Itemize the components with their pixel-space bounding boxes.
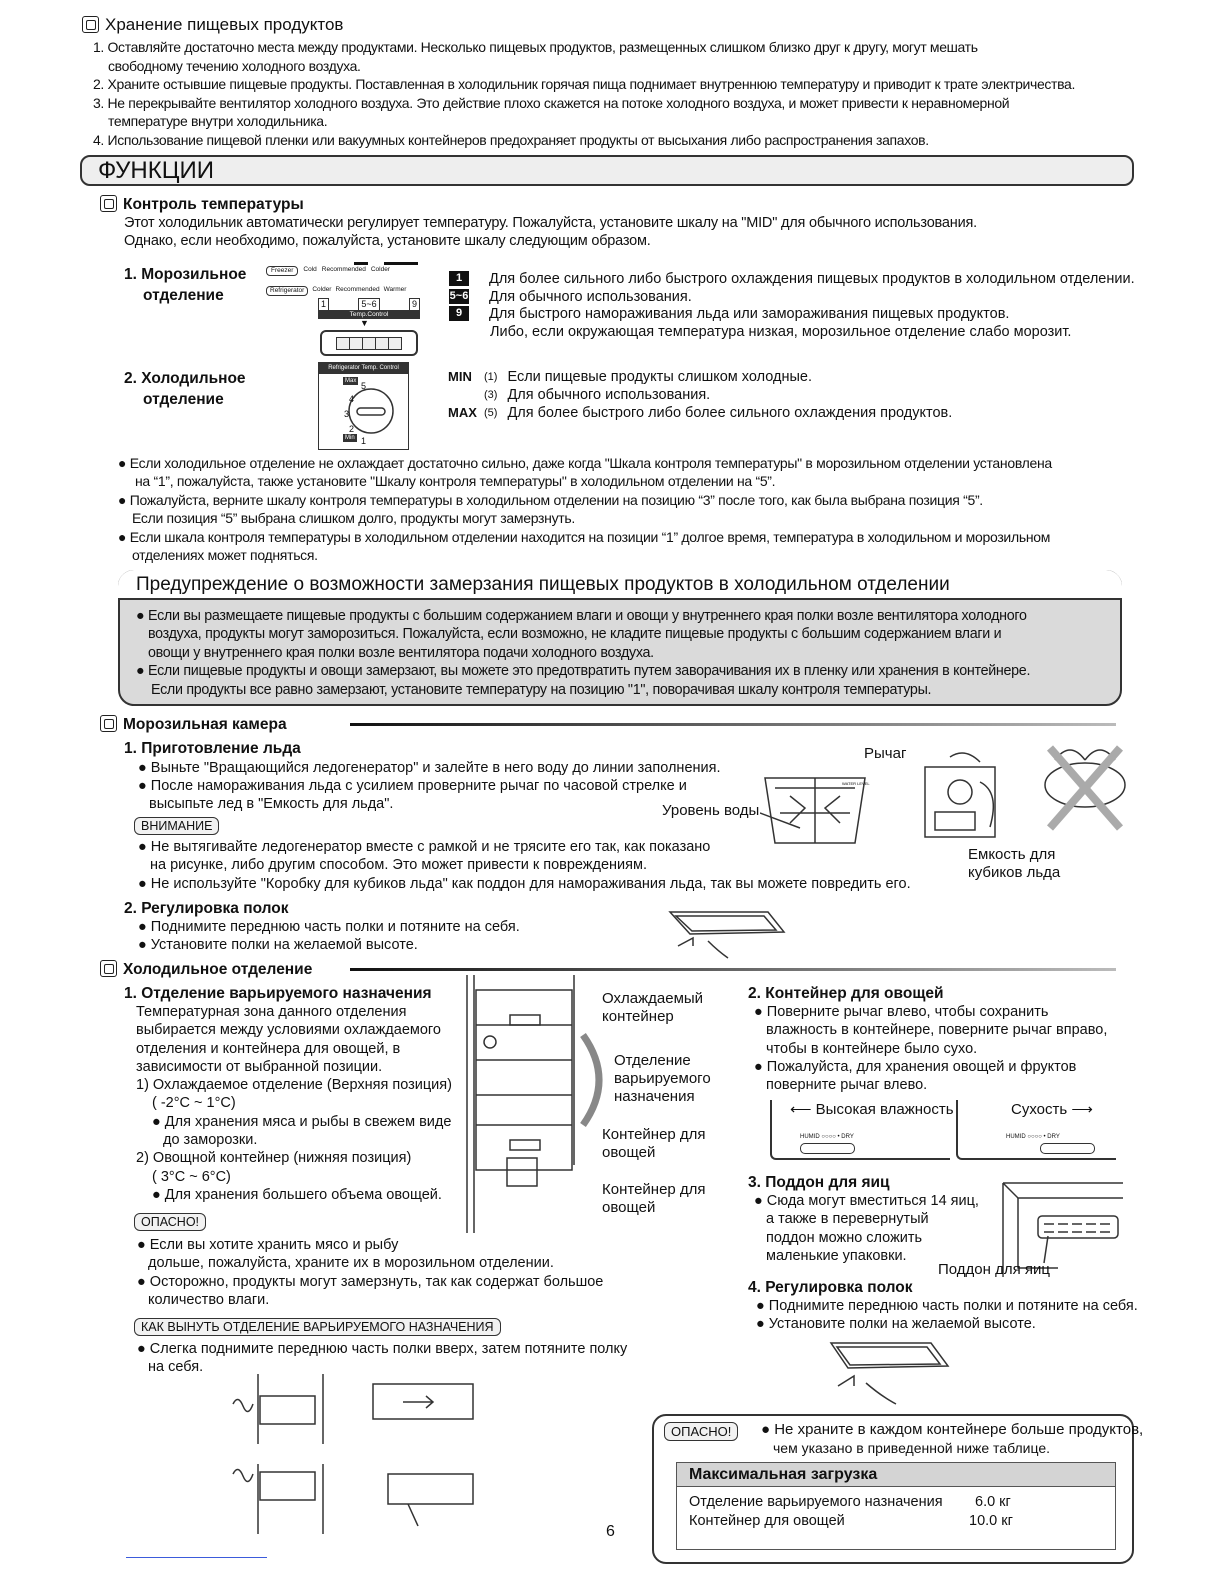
label-cooled-container: Охлаждаемый контейнер [602,990,704,1025]
freeze-warning-title: Предупреждение о возможности замерзания пищевых продуктов в холодильном отделении [118,570,1122,600]
storage-title: Хранение пищевых продуктов [105,15,344,34]
square-bullet-icon [82,16,99,33]
humidity-scale-left: HUMID ○○○○ • DRY [800,1134,854,1140]
high-humidity-label: ⟵ Высокая влажность [790,1101,954,1118]
humidity-slider-left[interactable] [800,1143,855,1154]
ice-tray-illustration [760,768,870,848]
water-level-mark: WATER LEVEL [842,781,870,786]
caution-badge: ВНИМАНИЕ [134,817,219,835]
no-shake-icon [1030,740,1140,832]
ice-instructions: ● Выньте "Вращающийся ледогенератор" и залейте в него воду до линии заполнения. ● После намораживания льда с усилием проверните рычаг по часовой стрелке и высыпьте лед в "Емкость для льда". [138,760,721,813]
list-item: 1. Оставляйте достаточно места между продуктами. Несколько пищевых продуктов, размещенных слишком близко друг к другу, могут мешать [93,39,978,55]
temp-notes: ● Если холодильное отделение не охлаждает достаточно сильно, даже когда "Шкала контроля температуры" в морозильном отделении установлена на “1”, пожалуйста, также установите "Шкалу контроля температуры" в холодильном отделении на “5”. ● Пожалуйста, верните шкалу контроля температуры в холодильном отделении на позицию “3” после того, как была выбрана позиция “5”. Если позиция “5” выбрана слишком долго, продукты могут замерзнуть. ● Если шкала контроля температуры в холодильном отделении находится на позиции “1” долгое время, температура в холодильном и морозильном отделениях может подняться. [118,455,1052,564]
table-header: Максимальная загрузка [677,1463,1115,1487]
veg-text: ● Поверните рычаг влево, чтобы сохранить влажность в контейнере, поверните рычаг вправо, чтобы в контейнере было сухо. ● Пожалуйста, для хранения овощей и фруктов поверните рычаг влево. [754,1004,1108,1094]
egg-tray-label: Поддон для яиц [938,1261,1050,1278]
temp-intro: Этот холодильник автоматически регулирует температуру. Пожалуйста, установите шкалу на "MID" для обычного использования. Однако, если необходимо, пожалуйста, установите шкалу следующим образом. [124,215,977,249]
square-bullet-icon [100,960,117,977]
dry-label: Сухость ⟶ [1011,1101,1093,1118]
max-load-table [676,1462,1116,1550]
howto-badge: КАК ВЫНУТЬ ОТДЕЛЕНИЕ ВАРЬИРУЕМОГО НАЗНАЧЕНИЯ [134,1318,501,1336]
ice-box-label: Емкость для кубиков льда [968,846,1061,881]
section-rule [350,968,1116,971]
freezer-shelf-heading: 2. Регулировка полок [124,900,289,917]
shelf-illustration [826,1338,954,1408]
freezer-control-panel: Freezer Cold Recommended Colder Refrigerator Colder Recommended Warmer 1 5~6 9 Temp.Control ▼ [266,262,421,358]
storage-list [93,38,1075,150]
table-row: Контейнер для овощей 10.0 кг [689,1513,1013,1529]
fridge-heading: Холодильное отделение [100,960,312,979]
list-item: 4. Использование пищевой пленки или вакуумных контейнеров предохраняет продукты от высыхания либо распространения запахов. [93,131,929,148]
caution-text: ● Не вытягивайте ледогенератор вместе с рамкой и не трясите его так, как показано на рисунке, либо другим способом. Это может привести к повреждениям. ● Не используйте "Коробку для кубиков льда" как поддон для намораживания льда, так вы можете повредить его. [138,839,911,892]
water-level-label: Уровень воды [662,802,760,819]
label-multi-compartment: Отделение варьируемого назначения [614,1052,711,1105]
functions-banner: ФУНКЦИИ [80,155,1134,186]
howto-text: ● Слегка поднимите переднюю часть полки вверх, затем потяните полку на себя. [137,1341,628,1376]
label-veg-container-1: Контейнер для овощей [602,1126,706,1161]
footer-line [126,1557,267,1558]
square-bullet-icon [100,715,117,732]
danger-badge: ОПАСНО! [134,1213,206,1231]
fridge-settings: MIN (1) Если пищевые продукты слишком холодные. (3) Для обычного использования. MAX (5) Для более быстрого либо более сильного охлаждения продуктов. [448,369,953,421]
label-veg-container-2: Контейнер для овощей [602,1181,706,1216]
veg-heading: 2. Контейнер для овощей [748,985,944,1002]
temp-heading: Контроль температуры [100,195,304,214]
freezer-dial-window[interactable] [320,330,418,356]
ice-heading: 1. Приготовление льда [124,740,301,757]
humidity-slider-right[interactable] [1040,1143,1095,1154]
fridge-shelf-heading: 4. Регулировка полок [748,1279,913,1296]
multi-text: Температурная зона данного отделения выбирается между условиями охлаждаемого отделения и контейнера для овощей, в зависимости от выбранной позиции. 1) Охлаждаемое отделение (Верхняя позиция) ( -2°C ~ 1°C) ● Для хранения мяса и рыбы в свежем виде до заморозки. 2) Овощной контейнер (нижняя позиция) ( 3°C ~ 6°C) ● Для хранения большего объема овощей. [136,1004,452,1203]
egg-text: ● Сюда могут вместиться 14 яиц, а также в перевернутый поддон можно сложить маленькие упаковки. [754,1193,979,1264]
egg-heading: 3. Поддон для яиц [748,1174,890,1191]
fridge-dial-panel: Refrigerator Temp. Control Max 5 4 3 2 Min 1 [318,362,409,450]
freezer-section-label: 1. Морозильное отделение [124,266,247,304]
level-bars [334,262,418,265]
freeze-warning-text: ● Если вы размещаете пищевые продукты с большим содержанием влаги и овощи у внутреннего края полки возле вентилятора холодного воздуха, продукты могут заморозиться. Пожалуйста, если возможно, не кладите пищевые продукты с большим содержанием влаги и овощи у внутреннего края полки возле вентилятора подачи холодного воздуха. ● Если пищевые продукты и овощи замерзают, вы можете это предотвратить путем заворачивания их в пленку или хранения в контейнере. Если продукты все равно замерзают, установите температуру на позицию "1", поворачивая шкалу контроля температуры. [136,608,1031,698]
list-item: свободному течению холодного воздуха. [108,57,361,74]
list-item: 3. Не перекрывайте вентилятор холодного воздуха. Это действие плохо скажется на потоке холодного воздуха, и может привести к неравномерной [93,94,1010,111]
humidity-scale-right: HUMID ○○○○ • DRY [1006,1134,1060,1140]
fridge-section-label: 2. Холодильное отделение [124,370,246,408]
list-item: температуре внутри холодильника. [108,113,328,130]
section-rule [350,723,1116,726]
storage-heading [82,16,343,34]
freezer-settings: 1 Для более сильного либо быстрого охлаждения пищевых продуктов в холодильном отделении. 5~6 Для обычного использования. 9 Для быстрого намораживания льда или замораживания пищевых продуктов. Либо, если окружающая температура низкая, морозильное отделение слабо морозит. [449,271,1135,340]
fridge-interior-illustration [462,975,586,1237]
freezer-heading: Морозильная камера [100,715,287,734]
lever-label: Рычаг [864,745,907,762]
removal-illustrations [228,1374,498,1544]
setting-badge: 5~6 [449,289,469,302]
setting-badge: 1 [449,271,469,286]
page-number: 6 [606,1523,615,1540]
shelf-illustration [668,906,788,962]
list-item: 2. Храните остывшие пищевые продукты. Поставленная в холодильник горячая пища поднимает внутреннюю температуру и приводит к трате электричества. [93,76,1076,93]
fridge-shelf-text: ● Поднимите переднюю часть полки и потяните на себя. ● Установите полки на желаемой высоте. [756,1298,1138,1333]
table-row: Отделение варьируемого назначения 6.0 кг [689,1494,1011,1510]
multi-heading: 1. Отделение варьируемого назначения [124,985,432,1002]
freezer-shelf-text: ● Поднимите переднюю часть полки и потяните на себя. ● Установите полки на желаемой высоте. [138,919,520,954]
down-arrow-icon: ▼ [360,318,369,328]
danger2-text: ● Не храните в каждом контейнере больше продуктов, чем указано в приведенной ниже таблице. [761,1421,1144,1456]
danger2-badge: ОПАСНО! [664,1422,738,1441]
setting-badge: 9 [449,306,469,321]
curved-arrow-icon [575,1030,615,1130]
square-bullet-icon [100,195,117,212]
danger-text: ● Если вы хотите хранить мясо и рыбу дольше, пожалуйста, храните их в морозильном отделении. ● Осторожно, продукты могут замерзнуть, так как содержат большое количество влаги. [137,1237,604,1308]
ice-box-illustration [920,752,1020,852]
temp-control-strip: Temp.Control [318,310,420,319]
